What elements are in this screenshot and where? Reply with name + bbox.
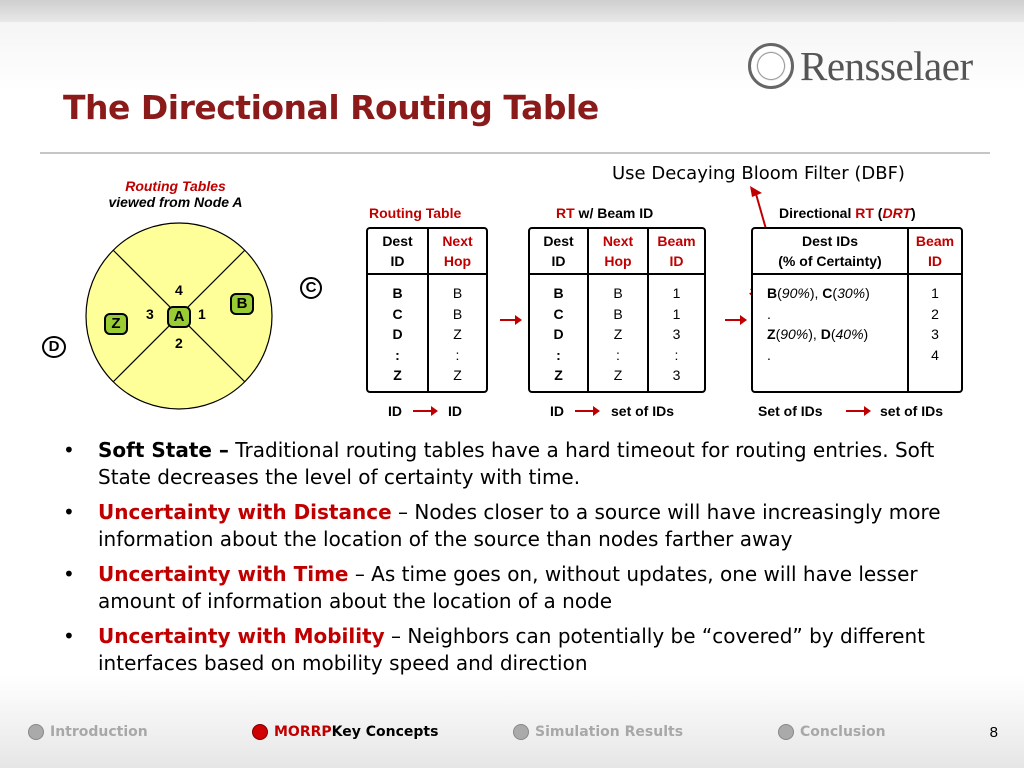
page-number: 8 xyxy=(989,724,998,741)
next-hop-column xyxy=(589,229,647,391)
bullet-list xyxy=(58,437,958,685)
drt-row: . xyxy=(767,305,771,322)
routing-foot-right: ID xyxy=(448,403,462,419)
dest-ids-column xyxy=(753,229,907,391)
beam-id-column xyxy=(649,229,704,391)
bullet-dot-icon: • xyxy=(63,562,75,586)
nav-item-conclusion[interactable]: Conclusion xyxy=(778,724,886,740)
nav-dot-active-icon xyxy=(252,724,268,740)
bullet-text: – As time goes on, without updates, one will have lesser amount of information about the location of a node xyxy=(98,562,918,613)
dbf-note: Use Decaying Bloom Filter (DBF) xyxy=(612,163,905,184)
foot-arrow-beam xyxy=(575,406,600,416)
nav-item-key-concepts[interactable]: MORRP Key Concepts xyxy=(252,724,438,740)
beam-table-label: RT w/ Beam ID xyxy=(556,205,654,221)
arrow-beam-to-drt xyxy=(725,315,747,325)
diagram-caption-line2: viewed from Node A xyxy=(108,194,243,210)
beam-id-header: Beam ID xyxy=(915,233,955,269)
beam-id-values: 1 1 3 : 3 xyxy=(672,285,681,383)
dest-id-header: Dest ID xyxy=(382,233,413,269)
bullet-lead: Uncertainty with Mobility xyxy=(98,624,385,648)
beam-table xyxy=(528,227,706,393)
nav-dot-icon xyxy=(778,724,794,740)
dest-id-values: B C D : Z xyxy=(553,285,564,383)
drt-foot-left: Set of IDs xyxy=(758,403,823,419)
dest-id-column xyxy=(530,229,587,391)
next-hop-header: Next Hop xyxy=(442,233,473,269)
routing-table-label: Routing Table xyxy=(369,205,462,221)
bullet-text: Traditional routing tables have a hard timeout for routing entries. Soft State decreases the level of certainty with time. xyxy=(98,438,935,489)
node-z: Z xyxy=(104,313,128,335)
bullet-dot-icon: • xyxy=(63,500,75,524)
next-hop-values: B B Z : Z xyxy=(452,285,463,383)
nav-dot-icon xyxy=(28,724,44,740)
node-d: D xyxy=(42,336,66,358)
sector-number-right: 1 xyxy=(198,306,206,322)
dest-ids-values xyxy=(753,283,907,365)
beam-id-header: Beam ID xyxy=(657,233,696,269)
bullet-item xyxy=(58,499,958,553)
beam-id-column xyxy=(909,229,961,391)
dest-ids-header: Dest IDs (% of Certainty) xyxy=(778,233,882,269)
drt-table-label: Directional RT (DRT) xyxy=(779,205,916,221)
arrow-rt-to-beam xyxy=(500,315,522,325)
next-hop-header: Next Hop xyxy=(602,233,634,269)
bullet-lead: Uncertainty with Time xyxy=(98,562,349,586)
bullet-item xyxy=(58,623,958,677)
next-hop-values: B B Z : Z xyxy=(613,285,623,383)
slide-title: The Directional Routing Table xyxy=(63,88,599,127)
bullet-lead: Soft State – xyxy=(98,438,229,462)
routing-table xyxy=(366,227,488,393)
node-a: A xyxy=(167,306,191,328)
bullet-dot-icon: • xyxy=(63,438,75,462)
beam-foot-right: set of IDs xyxy=(611,403,675,419)
dest-id-column xyxy=(368,229,427,391)
node-b: B xyxy=(230,293,254,315)
bullet-item xyxy=(58,561,958,615)
drt-row: B(90%), C(30%) xyxy=(767,285,870,301)
bullet-text: – Nodes closer to a source will have increasingly more information about the location of the source than nodes farther away xyxy=(98,500,941,551)
beam-foot-left: ID xyxy=(550,403,564,419)
next-hop-column xyxy=(429,229,486,391)
nav-item-introduction[interactable]: Introduction xyxy=(28,724,148,740)
routing-foot-left: ID xyxy=(388,403,402,419)
logo-text: Rensselaer xyxy=(800,43,973,89)
sector-number-left: 3 xyxy=(146,306,154,322)
sector-number-top: 4 xyxy=(175,282,183,298)
foot-arrow-directional xyxy=(846,406,871,416)
bullet-item xyxy=(58,437,958,491)
dest-id-header: Dest ID xyxy=(543,233,574,269)
nav-dot-icon xyxy=(513,724,529,740)
section-nav xyxy=(0,718,1024,750)
dest-id-values: B C D : Z xyxy=(392,285,403,383)
node-c: C xyxy=(300,277,322,299)
bullet-text: – Neighbors can potentially be “covered” by different interfaces based on mobility speed and direction xyxy=(98,624,925,675)
drt-table xyxy=(751,227,963,393)
bullet-dot-icon: • xyxy=(63,624,75,648)
sector-number-bottom: 2 xyxy=(175,335,183,351)
nav-item-simulation-results[interactable]: Simulation Results xyxy=(513,724,683,740)
beam-id-values: 1 2 3 4 xyxy=(931,285,939,363)
drt-row: Z(90%), D(40%) xyxy=(767,326,869,342)
diagram-caption-line1: Routing Tables xyxy=(125,178,226,194)
dbf-pointer-head xyxy=(750,186,762,197)
foot-arrow-routing xyxy=(413,406,438,416)
drt-row: . xyxy=(767,346,771,363)
drt-foot-right: set of IDs xyxy=(880,403,944,419)
bullet-lead: Uncertainty with Distance xyxy=(98,500,392,524)
